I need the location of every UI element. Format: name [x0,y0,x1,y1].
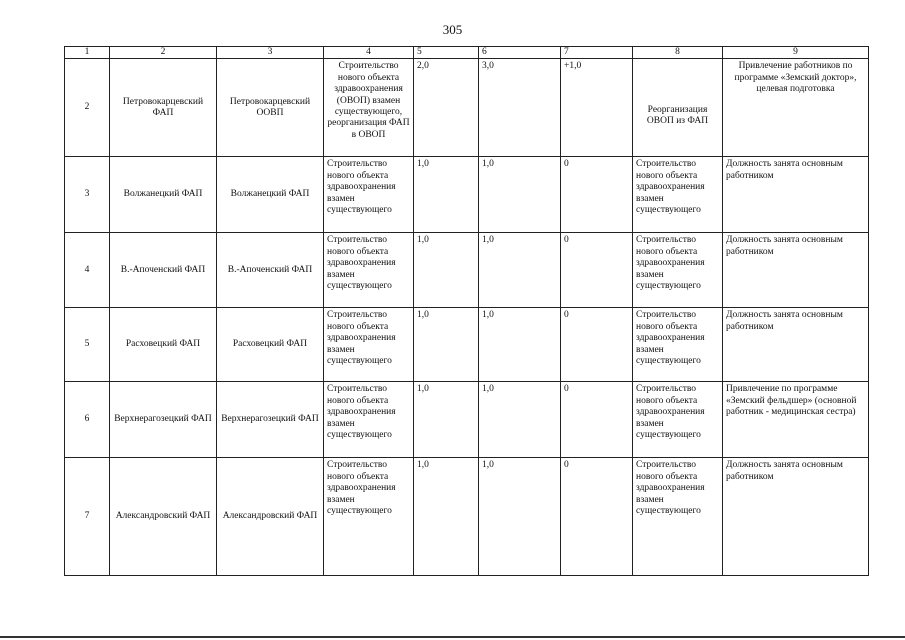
header-row [65,47,869,59]
value-col9: Должность занята основным работником [723,458,869,576]
row-number: 6 [65,382,110,458]
value-col7: 0 [561,157,633,233]
facility-target: Волжанецкий ФАП [217,157,324,233]
value-col5: 1,0 [414,458,479,576]
header-cell: 5 [414,47,479,59]
value-col5: 1,0 [414,308,479,382]
value-col6: 1,0 [479,157,561,233]
value-col9: Должность занята основным работником [723,157,869,233]
value-col5: 2,0 [414,59,479,157]
value-col6: 1,0 [479,382,561,458]
value-col6: 1,0 [479,458,561,576]
value-col9: Привлечение по программе «Земский фельдшер» (основной работник - медицинская сестра) [723,382,869,458]
facility-name: Александровский ФАП [110,458,217,576]
table-row [65,233,869,308]
table-row [65,59,869,157]
header-cell: 8 [633,47,723,59]
facility-name: В.-Апоченский ФАП [110,233,217,308]
page-number: 305 [442,22,463,37]
facility-target: Расховецкий ФАП [217,308,324,382]
header-cell: 4 [324,47,414,59]
value-col7: 0 [561,458,633,576]
header-cell: 1 [65,47,110,59]
facility-target: В.-Апоченский ФАП [217,233,324,308]
table-row [65,382,869,458]
row-number: 7 [65,458,110,576]
planned-action: Строительство нового объекта здравоохранения взамен существующего [324,308,414,382]
row-number: 5 [65,308,110,382]
value-col7: 0 [561,308,633,382]
facility-name: Расховецкий ФАП [110,308,217,382]
value-col9: Привлечение работников по программе «Земский доктор», целевая подготовка [723,59,869,157]
value-col9: Должность занята основным работником [723,233,869,308]
value-col8: Строительство нового объекта здравоохранения взамен существующего [633,382,723,458]
facility-name: Волжанецкий ФАП [110,157,217,233]
header-cell: 7 [561,47,633,59]
value-col7: 0 [561,382,633,458]
value-col8: Строительство нового объекта здравоохранения взамен существующего [633,157,723,233]
value-col6: 1,0 [479,233,561,308]
facility-name: Верхнерагозецкий ФАП [110,382,217,458]
facility-target: Александровский ФАП [217,458,324,576]
value-col5: 1,0 [414,157,479,233]
planned-action: Строительство нового объекта здравоохранения взамен существующего [324,458,414,576]
value-col8: Реорганизация ОВОП из ФАП [633,59,723,157]
facility-target: Верхнерагозецкий ФАП [217,382,324,458]
value-col8: Строительство нового объекта здравоохранения взамен существующего [633,233,723,308]
facility-name: Петровокарцевский ФАП [110,59,217,157]
value-col8: Строительство нового объекта здравоохранения взамен существующего [633,308,723,382]
row-number: 2 [65,59,110,157]
planned-action: Строительство нового объекта здравоохранения взамен существующего [324,382,414,458]
value-col6: 3,0 [479,59,561,157]
value-col8: Строительство нового объекта здравоохранения взамен существующего [633,458,723,576]
header-cell: 3 [217,47,324,59]
value-col7: +1,0 [561,59,633,157]
value-col9: Должность занята основным работником [723,308,869,382]
table-row [65,308,869,382]
header-cell: 6 [479,47,561,59]
value-col7: 0 [561,233,633,308]
facilities-table [64,46,869,576]
planned-action: Строительство нового объекта здравоохранения (ОВОП) взамен существующего, реорганизация ФАП в ОВОП [324,59,414,157]
row-number: 3 [65,157,110,233]
planned-action: Строительство нового объекта здравоохранения взамен существующего [324,157,414,233]
table-row [65,458,869,576]
row-number: 4 [65,233,110,308]
planned-action: Строительство нового объекта здравоохранения взамен существующего [324,233,414,308]
facility-target: Петровокарцевский ООВП [217,59,324,157]
header-cell: 9 [723,47,869,59]
scan-edge-line [0,636,905,638]
table-row [65,157,869,233]
header-cell: 2 [110,47,217,59]
value-col6: 1,0 [479,308,561,382]
value-col5: 1,0 [414,233,479,308]
value-col5: 1,0 [414,382,479,458]
